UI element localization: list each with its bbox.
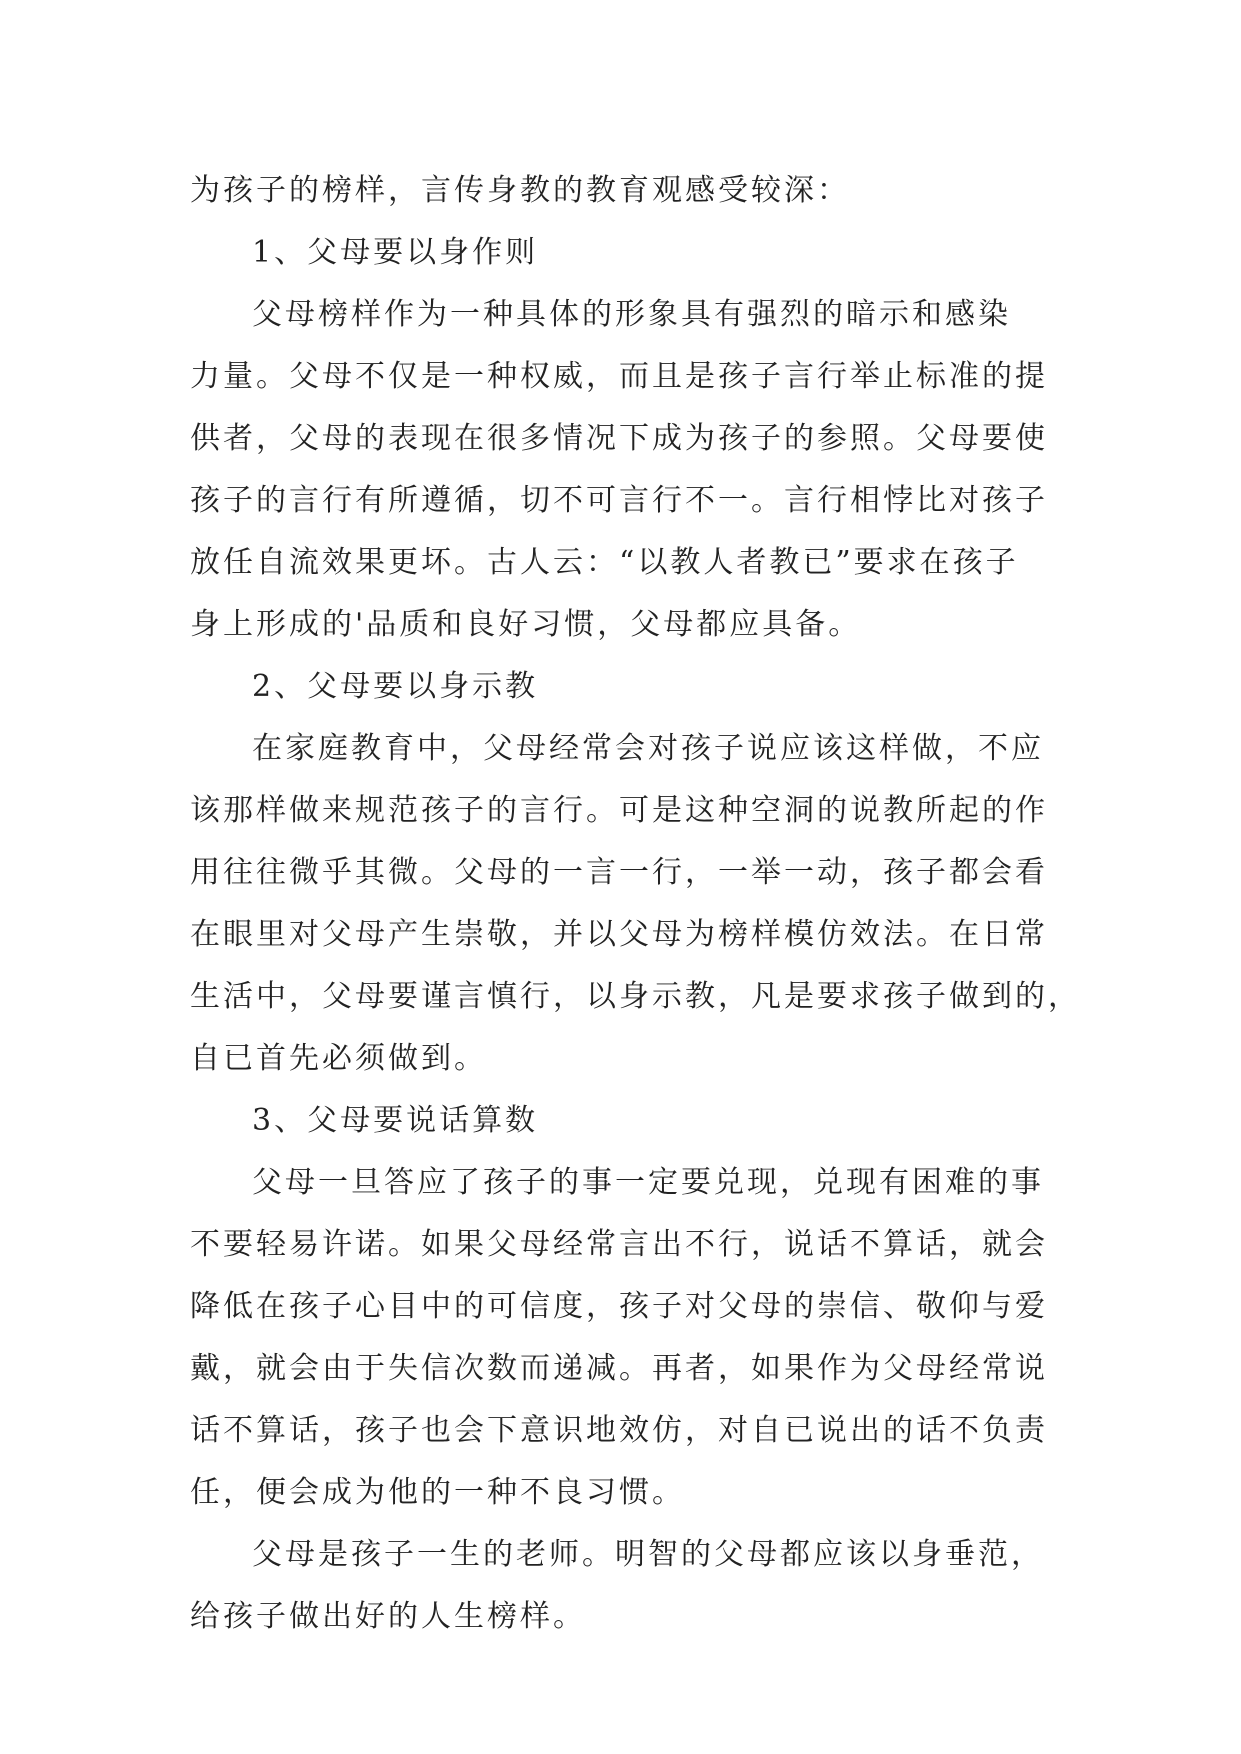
paragraph-start: 父母一旦答应了孩子的事一定要兑现，兑现有困难的事 — [252, 1165, 1044, 1200]
text-line: 不要轻易许诺。如果父母经常言出不行，说话不算话，就会 — [190, 1227, 1048, 1262]
text-line: 供者，父母的表现在很多情况下成为孩子的参照。父母要使 — [190, 421, 1048, 456]
text-line: 自已首先必须做到。 — [190, 1041, 487, 1076]
paragraph-start: 在家庭教育中，父母经常会对孩子说应该这样做，不应 — [252, 731, 1044, 766]
text-line: 孩子的言行有所遵循，切不可言行不一。言行相悖比对孩子 — [190, 483, 1048, 518]
text-line: 该那样做来规范孩子的言行。可是这种空洞的说教所起的作 — [190, 793, 1048, 828]
text-line: 生活中，父母要谨言慎行，以身示教，凡是要求孩子做到的， — [190, 979, 1081, 1014]
text-line: 在眼里对父母产生崇敬，并以父母为榜样模仿效法。在日常 — [190, 917, 1048, 952]
text-line: 放任自流效果更坏。古人云：“以教人者教已”要求在孩子 — [190, 545, 1019, 580]
text-line: 话不算话，孩子也会下意识地效仿，对自已说出的话不负责 — [190, 1413, 1048, 1448]
text-line: 任，便会成为他的一种不良习惯。 — [190, 1475, 685, 1510]
paragraph-start: 父母是孩子一生的老师。明智的父母都应该以身垂范， — [252, 1537, 1044, 1572]
text-line: 身上形成的'品质和良好习惯，父母都应具备。 — [190, 607, 862, 642]
text-line: 戴，就会由于失信次数而递减。再者，如果作为父母经常说 — [190, 1351, 1048, 1386]
section-heading-3: 3、父母要说话算数 — [252, 1103, 539, 1138]
section-heading-2: 2、父母要以身示教 — [252, 669, 539, 704]
text-line: 用往往微乎其微。父母的一言一行，一举一动，孩子都会看 — [190, 855, 1048, 890]
paragraph-start: 父母榜样作为一种具体的形象具有强烈的暗示和感染 — [252, 297, 1011, 332]
text-line: 为孩子的榜样，言传身教的教育观感受较深： — [190, 173, 850, 208]
text-line: 给孩子做出好的人生榜样。 — [190, 1599, 586, 1634]
text-line: 力量。父母不仅是一种权威，而且是孩子言行举止标准的提 — [190, 359, 1048, 394]
text-line: 降低在孩子心目中的可信度，孩子对父母的崇信、敬仰与爱 — [190, 1289, 1048, 1324]
document-body — [190, 160, 1081, 1648]
section-heading-1: 1、父母要以身作则 — [252, 235, 539, 270]
